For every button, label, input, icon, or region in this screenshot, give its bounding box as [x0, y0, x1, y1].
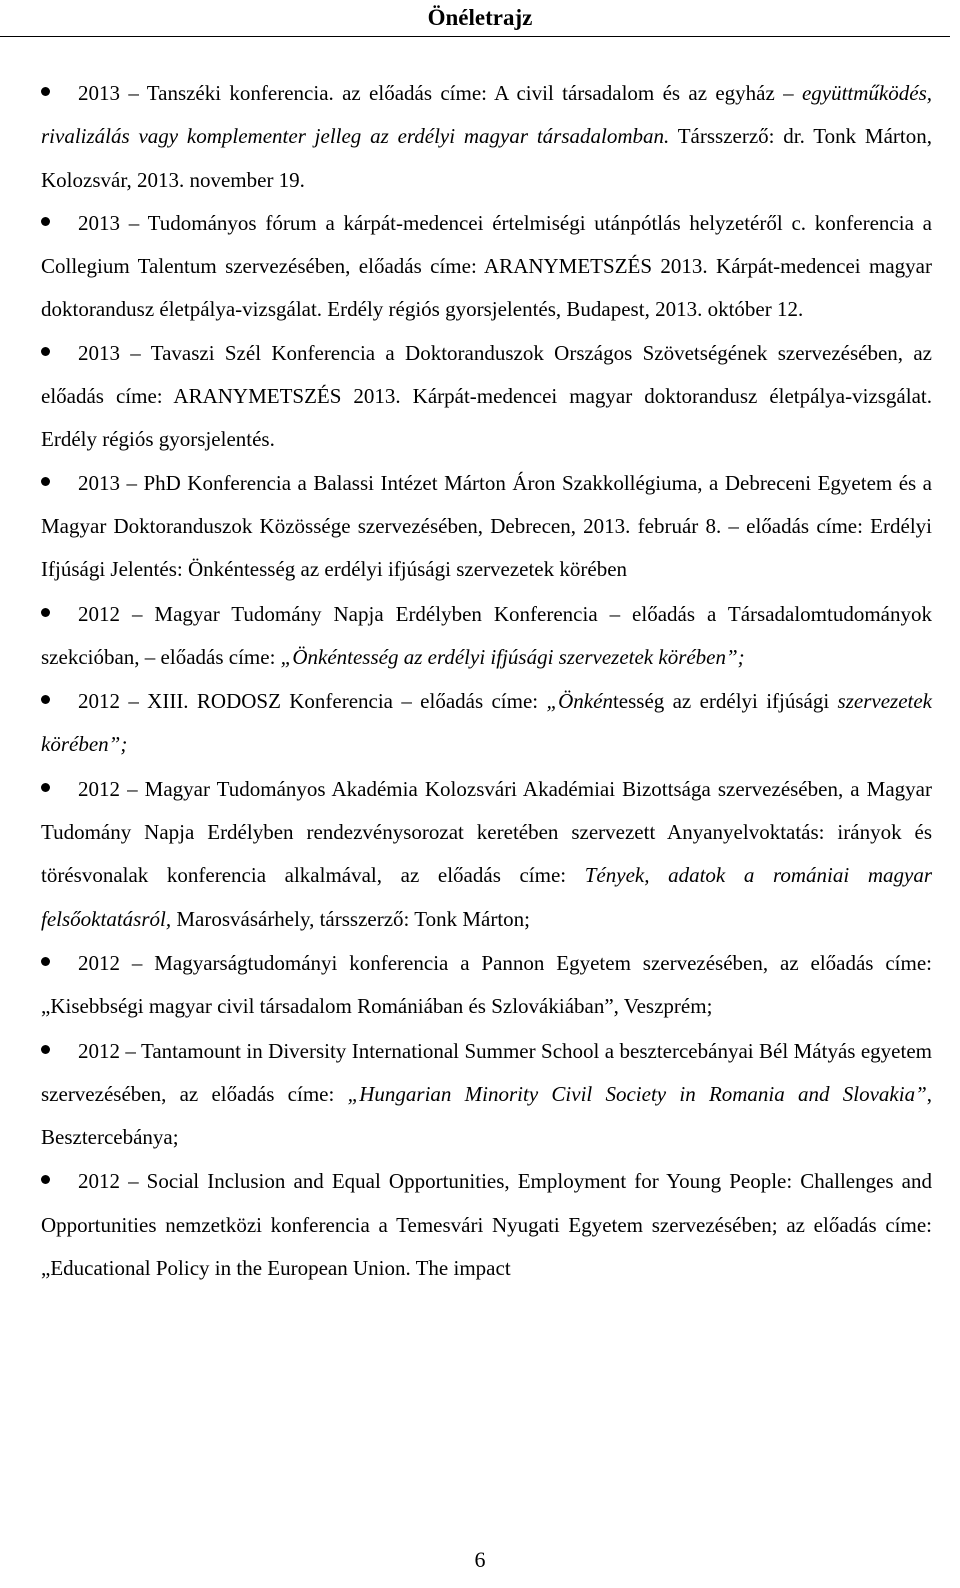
- list-item: [41, 768, 932, 941]
- entry-text-run: Tények, adatok a romániai magyar felsőoktatásról,: [41, 863, 932, 931]
- header-divider: [0, 36, 950, 37]
- document-header: [0, 0, 960, 35]
- entry-text-run: 2013 – Tanszéki konferencia. az előadás címe: A civil társadalom és az egyház –: [78, 81, 802, 105]
- list-item: [41, 593, 932, 680]
- entry-text-run: 2013 – Tavaszi Szél Konferencia a Doktoranduszok Országos Szövetségének szervezésében, az előadás címe: ARANYMETSZÉS 2013. Kárpát-medencei magyar doktorandusz életpálya-vizsgálat. Erdély régiós gyorsjelentés.: [41, 340, 932, 452]
- list-item: [41, 1030, 932, 1160]
- entry-text-run: 2012 – Social Inclusion and Equal Opportunities, Employment for Young People: Challenges and Opportunities nemzetközi konferencia a Temesvári Nyugati Egyetem szervezésében; az előadás címe: „Educational Policy in the European Union. The impact: [41, 1169, 932, 1281]
- list-item: [41, 680, 932, 767]
- entry-text-run: együttműködés, rivalizálás vagy komplementer jelleg az erdélyi magyar társadalomban.: [41, 81, 932, 149]
- entry-text-run: 2013 – PhD Konferencia a Balassi Intézet Márton Áron Szakkollégiuma, a Debreceni Egyetem és a Magyar Doktoranduszok Közössége szervezésében, Debrecen, 2013. február 8. – előadás címe: Erdélyi Ifjúsági Jelentés: Önkéntesség az erdélyi ifjúsági szervezetek körében: [41, 470, 932, 582]
- entry-text-run: Társszerző: dr. Tonk Márton, Kolozsvár, 2013. november 19.: [41, 124, 932, 192]
- bullet-icon: [41, 608, 50, 617]
- bullet-icon: [41, 87, 50, 96]
- list-item: [41, 72, 932, 202]
- entry-text-run: 2012 – XIII. RODOSZ Konferencia – előadás címe:: [78, 689, 547, 714]
- entry-text-run: szervezetek körében”;: [41, 689, 932, 757]
- list-item: [41, 462, 932, 592]
- entry-text-run: 2013 – Tudományos fórum a kárpát-medencei értelmiségi utánpótlás helyzetéről c. konferencia a Collegium Talentum szervezésében, előadás címe: ARANYMETSZÉS 2013. Kárpát-medencei magyar doktorandusz életpálya-vizsgálat. Erdély régiós gyorsjelentés, Budapest, 2013. október 12.: [41, 210, 932, 322]
- entry-text-run: 2012 – Magyarságtudományi konferencia a Pannon Egyetem szervezésében, az előadás címe: „Kisebbségi magyar civil társadalom Romániában és Szlovákiában”, Veszprém;: [41, 950, 932, 1019]
- bullet-icon: [41, 1045, 50, 1054]
- entry-text-run: tesség az erdélyi ifjúsági: [612, 689, 838, 714]
- entry-text-run: 2012 – Magyar Tudomány Napja Erdélyben Konferencia – előadás a Társadalomtudományok szekcióban, – előadás címe:: [41, 601, 932, 669]
- entry-text-run: 2012 – Magyar Tudományos Akadémia Kolozsvári Akadémiai Bizottsága szervezésében, a Magyar Tudomány Napja Erdélyben rendezvénysorozat keretében szervezett Anyanyelvoktatás: irányok és törésvonalak konferencia alkalmával, az előadás címe:: [41, 776, 932, 888]
- list-item: [41, 332, 932, 462]
- list-item: [41, 1160, 932, 1290]
- entry-text-run: „Önkéntesség az erdélyi ifjúsági szervezetek körében”;: [280, 644, 745, 669]
- entry-text-run: Marosvásárhely, társszerző: Tonk Márton;: [171, 906, 531, 931]
- bullet-icon: [41, 347, 50, 356]
- entry-text-run: 2012 – Tantamount in Diversity International Summer School a besztercebányai Bél Mátyás egyetem szervezésében, az előadás címe:: [41, 1038, 932, 1106]
- bullet-icon: [41, 477, 50, 486]
- bullet-icon: [41, 217, 50, 226]
- bullet-icon: [41, 783, 50, 792]
- document-title: Önéletrajz: [427, 5, 533, 30]
- page-number: 6: [474, 1547, 486, 1572]
- bullet-icon: [41, 1175, 50, 1184]
- entry-text-run: , Besztercebánya;: [41, 1081, 932, 1150]
- bullet-icon: [41, 695, 50, 704]
- bullet-icon: [41, 957, 50, 966]
- list-item: [41, 942, 932, 1029]
- entry-text-run: „Önkén: [546, 689, 613, 714]
- entry-text-run: „Hungarian Minority Civil Society in Romania and Slovakia”: [347, 1081, 927, 1106]
- list-item: [41, 202, 932, 332]
- conference-list: [41, 72, 932, 1290]
